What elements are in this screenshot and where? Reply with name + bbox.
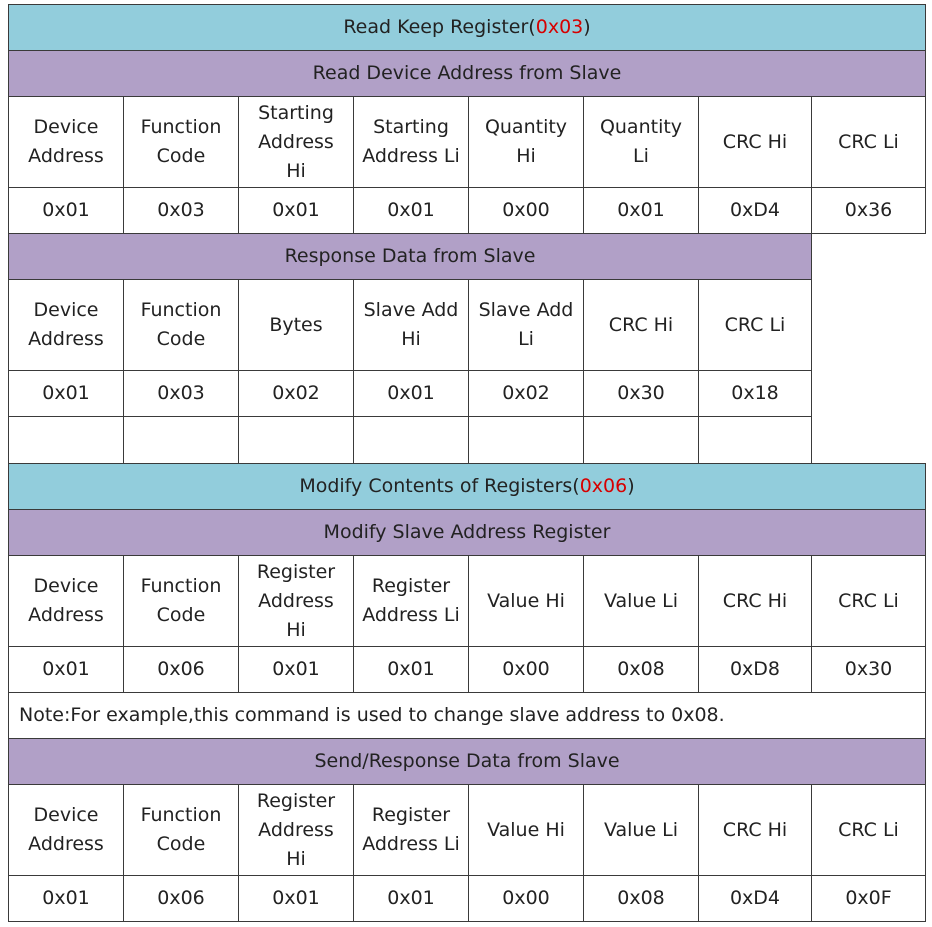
modify-value-crc-hi: 0xD8 (698, 646, 812, 693)
subtitle-modify-slave-address: Modify Slave Address Register (8, 509, 926, 556)
send-header-value-hi: Value Hi (468, 784, 584, 876)
resp-value-device-address: 0x01 (8, 370, 124, 417)
resp-header-device-address: Device Address (8, 279, 124, 371)
read-header-device-address: Device Address (8, 96, 124, 188)
section-title-read-keep-register (8, 4, 926, 51)
resp-value-slave-add-hi: 0x01 (353, 370, 469, 417)
read-value-quantity-hi: 0x00 (468, 187, 584, 234)
send-header-function-code: Function Code (123, 784, 239, 876)
resp-value-bytes: 0x02 (238, 370, 354, 417)
send-header-crc-hi: CRC Hi (698, 784, 812, 876)
send-value-function-code: 0x06 (123, 875, 239, 922)
modify-header-function-code: Function Code (123, 555, 239, 647)
modify-value-value-li: 0x08 (583, 646, 699, 693)
send-value-register-address-hi: 0x01 (238, 875, 354, 922)
send-value-crc-hi: 0xD4 (698, 875, 812, 922)
read-header-crc-hi: CRC Hi (698, 96, 812, 188)
subtitle-send-response-data: Send/Response Data from Slave (8, 738, 926, 785)
modify-header-value-hi: Value Hi (468, 555, 584, 647)
note-text: Note:For example,this command is used to change slave address to 0x08. (8, 692, 926, 739)
empty-cell (353, 416, 469, 464)
send-header-register-address-hi: Register Address Hi (238, 784, 354, 876)
subtitle-response-data: Response Data from Slave (8, 233, 812, 280)
send-value-register-address-li: 0x01 (353, 875, 469, 922)
resp-header-bytes: Bytes (238, 279, 354, 371)
function-code-highlight: 0x03 (535, 16, 584, 38)
section-title-text: Modify Contents of Registers( (299, 475, 580, 497)
section-title-text: Read Keep Register( (343, 16, 536, 38)
send-header-value-li: Value Li (583, 784, 699, 876)
modify-header-register-address-hi: Register Address Hi (238, 555, 354, 647)
modify-header-value-li: Value Li (583, 555, 699, 647)
empty-cell (698, 416, 812, 464)
resp-header-crc-li: CRC Li (698, 279, 812, 371)
send-value-value-hi: 0x00 (468, 875, 584, 922)
read-header-starting-address-li: Starting Address Li (353, 96, 469, 188)
modify-value-function-code: 0x06 (123, 646, 239, 693)
read-value-starting-address-li: 0x01 (353, 187, 469, 234)
empty-cell (238, 416, 354, 464)
read-header-function-code: Function Code (123, 96, 239, 188)
send-value-device-address: 0x01 (8, 875, 124, 922)
modify-header-crc-li: CRC Li (811, 555, 926, 647)
read-value-quantity-li: 0x01 (583, 187, 699, 234)
empty-cell (123, 416, 239, 464)
modify-value-register-address-hi: 0x01 (238, 646, 354, 693)
modify-header-crc-hi: CRC Hi (698, 555, 812, 647)
send-header-crc-li: CRC Li (811, 784, 926, 876)
read-header-quantity-li: Quantity Li (583, 96, 699, 188)
section-title-close: ) (627, 475, 635, 497)
section-title-modify-registers (8, 463, 926, 510)
read-value-crc-hi: 0xD4 (698, 187, 812, 234)
resp-header-function-code: Function Code (123, 279, 239, 371)
modify-header-device-address: Device Address (8, 555, 124, 647)
read-value-function-code: 0x03 (123, 187, 239, 234)
empty-cell (8, 416, 124, 464)
read-header-starting-address-hi: Starting Address Hi (238, 96, 354, 188)
resp-value-slave-add-li: 0x02 (468, 370, 584, 417)
read-value-crc-li: 0x36 (811, 187, 926, 234)
send-header-device-address: Device Address (8, 784, 124, 876)
section-title-close: ) (583, 16, 591, 38)
empty-cell (468, 416, 584, 464)
resp-value-function-code: 0x03 (123, 370, 239, 417)
modify-value-device-address: 0x01 (8, 646, 124, 693)
resp-value-crc-hi: 0x30 (583, 370, 699, 417)
send-header-register-address-li: Register Address Li (353, 784, 469, 876)
resp-value-crc-li: 0x18 (698, 370, 812, 417)
read-value-device-address: 0x01 (8, 187, 124, 234)
resp-header-crc-hi: CRC Hi (583, 279, 699, 371)
read-value-starting-address-hi: 0x01 (238, 187, 354, 234)
send-value-crc-li: 0x0F (811, 875, 926, 922)
modify-value-register-address-li: 0x01 (353, 646, 469, 693)
modify-value-value-hi: 0x00 (468, 646, 584, 693)
read-header-crc-li: CRC Li (811, 96, 926, 188)
resp-header-slave-add-hi: Slave Add Hi (353, 279, 469, 371)
function-code-highlight: 0x06 (579, 475, 628, 497)
subtitle-read-device-address: Read Device Address from Slave (8, 50, 926, 97)
send-value-value-li: 0x08 (583, 875, 699, 922)
modify-header-register-address-li: Register Address Li (353, 555, 469, 647)
empty-cell (583, 416, 699, 464)
read-header-quantity-hi: Quantity Hi (468, 96, 584, 188)
resp-header-slave-add-li: Slave Add Li (468, 279, 584, 371)
modify-value-crc-li: 0x30 (811, 646, 926, 693)
